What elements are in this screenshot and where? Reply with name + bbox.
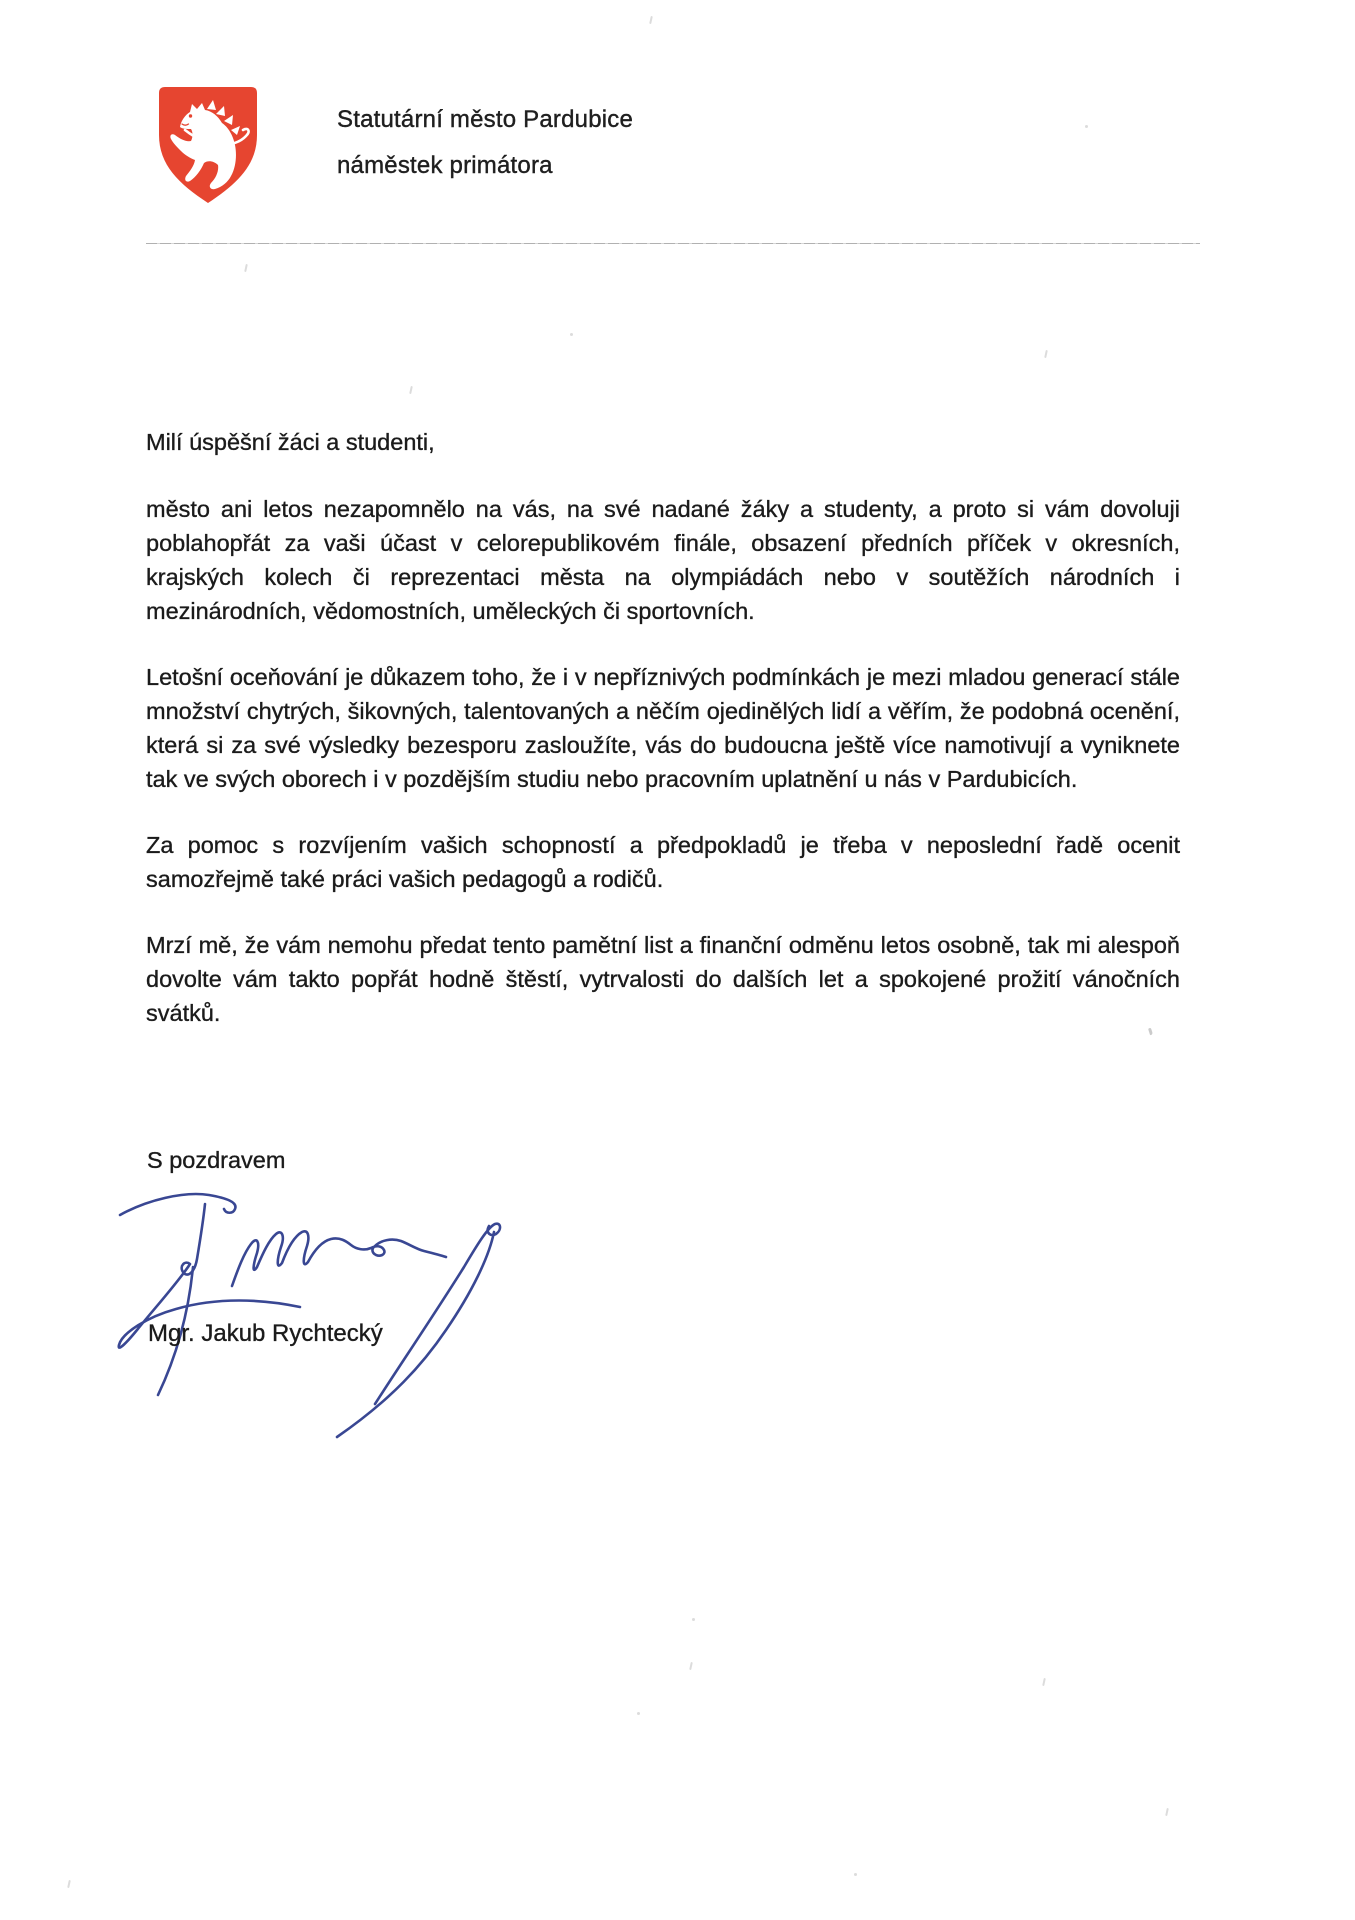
signatory-name: Mgr. Jakub Rychtecký <box>148 1320 383 1347</box>
scan-speck <box>570 333 573 336</box>
paragraph-4: Mrzí mě, že vám nemohu předat tento pamětní list a finanční odměnu letos osobně, tak mi alespoň dovolte vám takto popřát hodně štěstí, vytrvalosti do dalších let a spokojené prožití vánočních svátků. <box>146 932 1180 1026</box>
scan-speck <box>689 1662 693 1670</box>
pardubice-coat-of-arms-logo <box>155 83 261 207</box>
closing-salutation: S pozdravem <box>147 1147 286 1173</box>
scan-speck <box>67 1880 71 1888</box>
scan-speck <box>1085 125 1088 128</box>
org-name: Statutární město Pardubice <box>337 106 634 133</box>
signature-handwriting <box>92 1183 517 1449</box>
paragraph-1: město ani letos nezapomnělo na vás, na své nadané žáky a studenty, a proto si vám dovoluji poblahopřát za vaši účast v celorepublikovém finále, obsazení předních příček v okresních, krajských kolech či reprezentaci města na olympiádách nebo v soutěžích národních i mezinárodních, vědomostních, uměleckých či sportovních. <box>146 496 1180 624</box>
coat-of-arms-icon <box>155 83 261 207</box>
scan-speck <box>1044 350 1048 358</box>
signature-middle-squiggle <box>232 1231 446 1286</box>
letterhead <box>337 97 633 189</box>
salutation: Milí úspěšní žáci a studenti, <box>146 429 435 455</box>
paragraph-3: Za pomoc s rozvíjením vašich schopností a předpokladů je třeba v neposlední řadě ocenit samozřejmě také práci vašich pedagogů a rodičů. <box>146 832 1180 892</box>
scan-speck <box>409 386 413 394</box>
scan-speck <box>854 1873 857 1876</box>
signature-top-arc <box>120 1194 235 1215</box>
header-divider <box>146 243 1200 244</box>
scan-speck <box>649 16 653 24</box>
letter-body <box>146 425 1180 1030</box>
scan-speck <box>1165 1808 1169 1816</box>
scan-speck <box>1042 1678 1046 1686</box>
scan-speck <box>244 264 248 272</box>
scan-speck <box>692 1618 695 1621</box>
paragraph-2: Letošní oceňování je důkazem toho, že i v nepříznivých podmínkách je mezi mladou generací stále množství chytrých, šikovných, talentovaných a něčím ojedinělých lidí a věřím, že podobná ocenění, která si za své výsledky bezesporu zasloužíte, vás do budoucna ještě více namotivují a vyniknete tak ve svých oborech i v pozdějším studiu nebo pracovním uplatnění u nás v Pardubicích. <box>146 664 1180 792</box>
horse-eye <box>189 114 192 117</box>
scan-speck <box>637 1712 640 1715</box>
org-role: náměstek primátora <box>337 152 553 179</box>
